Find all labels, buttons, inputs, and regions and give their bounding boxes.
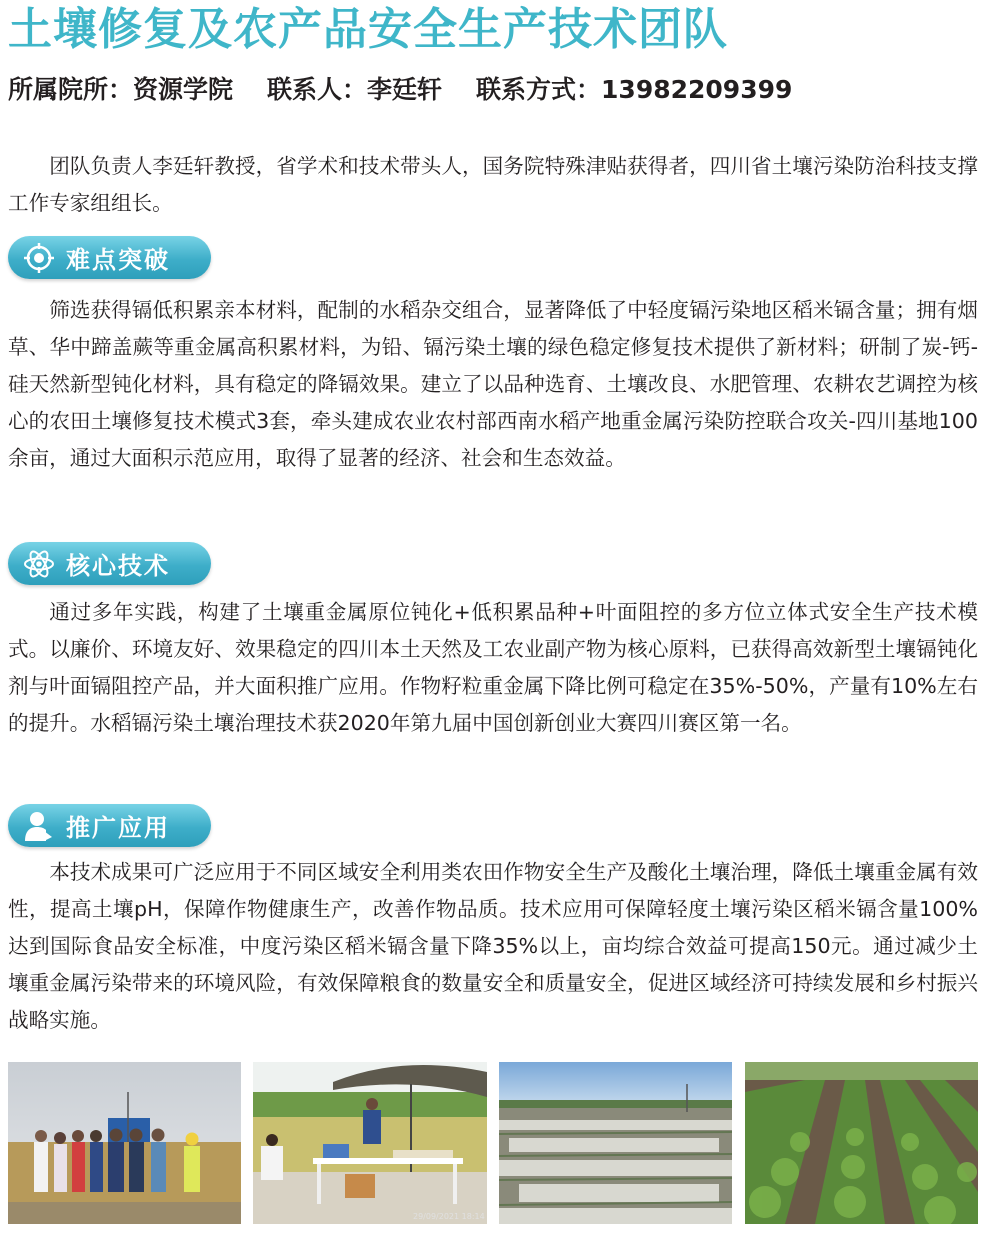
section-title: 难点突破 [66,246,170,274]
photo-team-in-field [8,1062,241,1224]
photo-crop-rows [745,1062,978,1224]
section-badge-application [8,804,211,847]
intro-paragraph: 团队负责人李廷轩教授，省学术和技术带头人，国务院特殊津贴获得者，四川省土壤污染防治科技支撑工作专家组组长。 [8,154,978,215]
target-icon [22,241,56,275]
phone-label: 联系方式：13982209399 [476,75,793,104]
section-title: 核心技术 [66,552,170,580]
section-title: 推广应用 [66,814,170,842]
photo-timestamp: 29/09/2021 18:14 [413,1212,485,1221]
section-badge-core-tech [8,542,211,585]
user-icon [22,809,56,843]
photo-treated-soil-field [499,1062,732,1224]
section-badge-difficulty [8,236,211,279]
team-contact-line [8,70,792,110]
section-paragraph-difficulty: 筛选获得镉低积累亲本材料，配制的水稻杂交组合，显著降低了中轻度镉污染地区稻米镉含量；拥有烟草、华中蹄盖蕨等重金属高积累材料，为铅、镉污染土壤的绿色稳定修复技术提供了新材料；研制了炭-钙-硅天然新型钝化材料，具有稳定的降镉效果。建立了以品种选育、土壤改良、水肥管理、农耕农艺调控为核心的农田土壤修复技术模式3套，牵头建成农业农村部西南水稻产地重金属污染防控联合攻关-四川基地100余亩，通过大面积示范应用，取得了显著的经济、社会和生态效益。 [8,298,978,470]
atom-icon [22,547,56,581]
section-paragraph-application: 本技术成果可广泛应用于不同区域安全利用类农田作物安全生产及酸化土壤治理，降低土壤重金属有效性，提高土壤pH，保障作物健康生产，改善作物品质。技术应用可保障轻度土壤污染区稻米镉含量100%达到国际食品安全标准，中度污染区稻米镉含量下降35%以上，亩均综合效益可提高150元。通过减少土壤重金属污染带来的环境风险，有效保障粮食的数量安全和质量安全，促进区域经济可持续发展和乡村振兴战略实施。 [8,860,978,1032]
section-paragraph-core-tech: 通过多年实践，构建了土壤重金属原位钝化+低积累品种+叶面阻控的多方位立体式安全生产技术模式。以廉价、环境友好、效果稳定的四川本土天然及工农业副产物为核心原料，已获得高效新型土壤镉钝化剂与叶面镉阻控产品，并大面积推广应用。作物籽粒重金属下降比例可稳定在35%-50%，产量有10%左右的提升。水稻镉污染土壤治理技术获2020年第九届中国创新创业大赛四川赛区第一名。 [8,600,978,735]
institute-label: 所属院所：资源学院 [8,75,234,104]
page-title: 土壤修复及农产品安全生产技术团队 [8,4,728,55]
contact-person-label: 联系人：李廷轩 [267,75,443,104]
photo-field-lab-table [253,1062,487,1224]
